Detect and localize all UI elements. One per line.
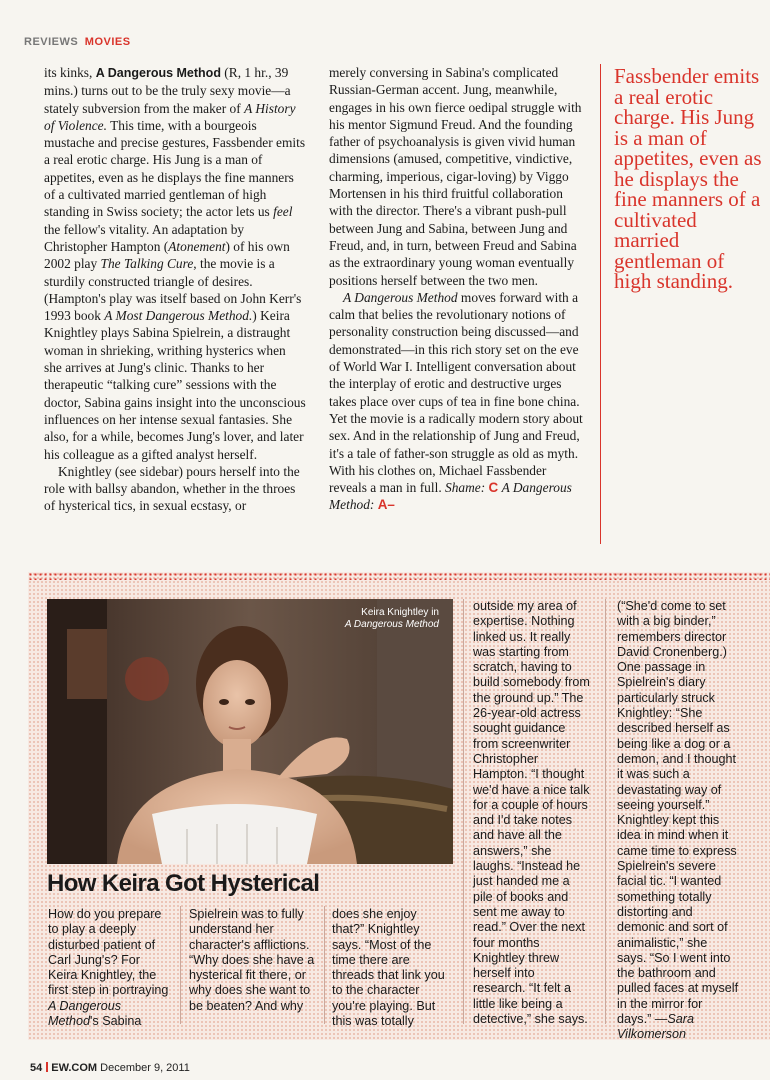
paragraph: How do you prepare to play a deeply disturbed patient of Carl Jung's? For Keira Knightley, the first step in portraying A Dangerous Method's Sabina	[48, 907, 169, 1029]
page-footer	[30, 1062, 190, 1074]
italic-text: Shame:	[445, 480, 486, 496]
pull-quote: Fassbender emits a real erotic charge. His Jung is a man of appetites, even as he displays the fine manners of a cultivated married gentleman of high standing.	[614, 64, 762, 293]
paragraph: Knightley (see sidebar) pours herself into the role with ballsy abandon, whether in the throes of hysterical tics, in sexual ecstasy, or	[44, 463, 300, 514]
caption-line-1: Keira Knightley in	[361, 607, 439, 618]
footer-bar	[46, 1062, 48, 1072]
paragraph: Spielrein was to fully understand her character's afflictions. “Why does she have a hysterical fit there, or why does she want to be beaten? And why	[189, 907, 315, 1013]
caption-line-2: A Dangerous Method	[344, 619, 439, 630]
italic-text: A Dangerous Method:	[329, 480, 572, 513]
section-label: REVIEWS	[24, 36, 79, 48]
grade-badge: A–	[377, 497, 395, 513]
paragraph: (“She'd come to set with a big binder,” remembers director David Cronenberg.) One passage in Spielrein's diary particularly struck Knightley: “She described herself as being like a dog or a demon, and I thought it was such a devastating way of seeing yourself.” Knightley kept this idea in mind when it came time to express Spielrein's severe facial tic. “I wanted something totally distorting and demonic and sort of animalistic,” she says. “So I went into the bathroom and pulled faces at myself in the mirror for days.” —Sara Vilkomerson	[617, 599, 739, 1042]
column-divider	[605, 599, 606, 1024]
keira-knightley-photo	[47, 599, 453, 864]
sidebar-top-border	[28, 572, 770, 580]
sidebar-title: How Keira Got Hysterical	[47, 870, 320, 897]
footer-site: EW.COM	[51, 1062, 98, 1074]
italic-text: A Most Dangerous Method.	[104, 308, 253, 324]
pullquote-rule	[600, 64, 601, 544]
sidebar-column-4	[473, 599, 590, 1027]
paragraph: does she enjoy that?” Knightley says. “Most of the time there are threads that link you to the character you're playing. But this was totally	[332, 907, 445, 1029]
subsection-label: MOVIES	[84, 36, 131, 48]
italic-text: Sara Vilkomerson	[617, 1012, 694, 1042]
column-divider	[324, 906, 325, 1024]
sidebar-column-3	[332, 907, 452, 1029]
sidebar-column-5	[617, 599, 739, 1043]
photo-caption	[345, 607, 439, 631]
column-divider	[180, 906, 181, 1024]
paragraph: merely conversing in Sabina's complicated Russian-German accent. Jung, meanwhile, engages in his own fierce oedipal struggle with his mentor Sigmund Freud. And the founding father of psychoanalysis is given vivid human dimensions (amused, competitive, vindictive, charming, imperious, cigar-loving) by Viggo Mortensen in his third fruitful collaboration with the director. There's a vibrant push-pull between Jung and Sabina, between Jung and Freud, and, in turn, between Freud and Sabina as the extraordinary young woman eventually positions herself between the two men.	[329, 65, 582, 288]
paragraph: its kinks, A Dangerous Method (R, 1 hr., 39 mins.) turns out to be the truly sexy movie—a stately subversion from the maker of A History of Violence. This time, with a bourgeois mustache and precise gestures, Fassbender emits a real erotic charge. His Jung is a man of appetites, even as he displays the fine manners of a cultivated married gentleman of high standing in Swiss society; the actor lets us feel the fellow's vitality. An adaptation by Christopher Hampton (Atonement) of his own 2002 play The Talking Cure, the movie is a sturdily constructed triangle of desires. (Hampton's play was itself based on John Kerr's 1993 book A Most Dangerous Method.) Keira Knightley plays Sabina Spielrein, a distraught woman in shrieking, writhing hysterics when she arrives at Jung's clinic. Thanks to her therapeutic “talking cure” sessions with the doctor, Sabina gains insight into the unconscious influences on her intense sexual fantasies. She also, for a while, becomes Jung's lover, and later his colleague as a gifted analyst herself.	[44, 65, 306, 462]
sidebar-column-2	[189, 907, 317, 1014]
italic-text: A Dangerous Method	[343, 289, 458, 305]
section-header	[24, 36, 131, 48]
footer-date: December 9, 2011	[100, 1062, 190, 1074]
italic-text: A History of Violence.	[44, 100, 296, 133]
italic-text: feel	[273, 204, 293, 220]
italic-text: A Dangerous Method	[48, 998, 122, 1029]
article-column-1	[44, 64, 306, 515]
grade-badge: C	[488, 480, 499, 496]
italic-text: Atonement	[168, 238, 226, 254]
italic-text: The Talking Cure	[100, 256, 194, 272]
page-number: 54	[30, 1062, 43, 1074]
paragraph: outside my area of expertise. Nothing linked us. It really was starting from scratch, having to build somebody from the ground up.” The 26-year-old actress sought guidance from screenwriter Christopher Hampton. “I thought we'd have a nice talk for a couple of hours and I'd take notes and have all the answers,” she laughs. “Instead he just handed me a pile of books and sent me away to read.” Over the next four months Knightley threw herself into research. “It felt a little like being a detective,” she says.	[473, 599, 590, 1027]
bold-title: A Dangerous Method	[95, 66, 221, 80]
article-column-2	[329, 64, 587, 514]
column-divider	[463, 599, 464, 1024]
sidebar-column-1	[48, 907, 170, 1029]
sidebar-photo	[47, 599, 453, 864]
paragraph: A Dangerous Method moves forward with a calm that belies the revolutionary notions of personality construction being discussed—and demonstrated—in this rich story set on the eve of World War I. Intelligent conversation about the interplay of erotic and destructive urges takes place over cups of tea in fine bone china. Yet the movie is a radically modern story about sex. And in the relationship of Jung and Freud, it's a tale of father-son struggle as old as myth. With his clothes on, Michael Fassbender reveals a man in full. Shame: C A Dangerous Method: A–	[329, 289, 583, 513]
